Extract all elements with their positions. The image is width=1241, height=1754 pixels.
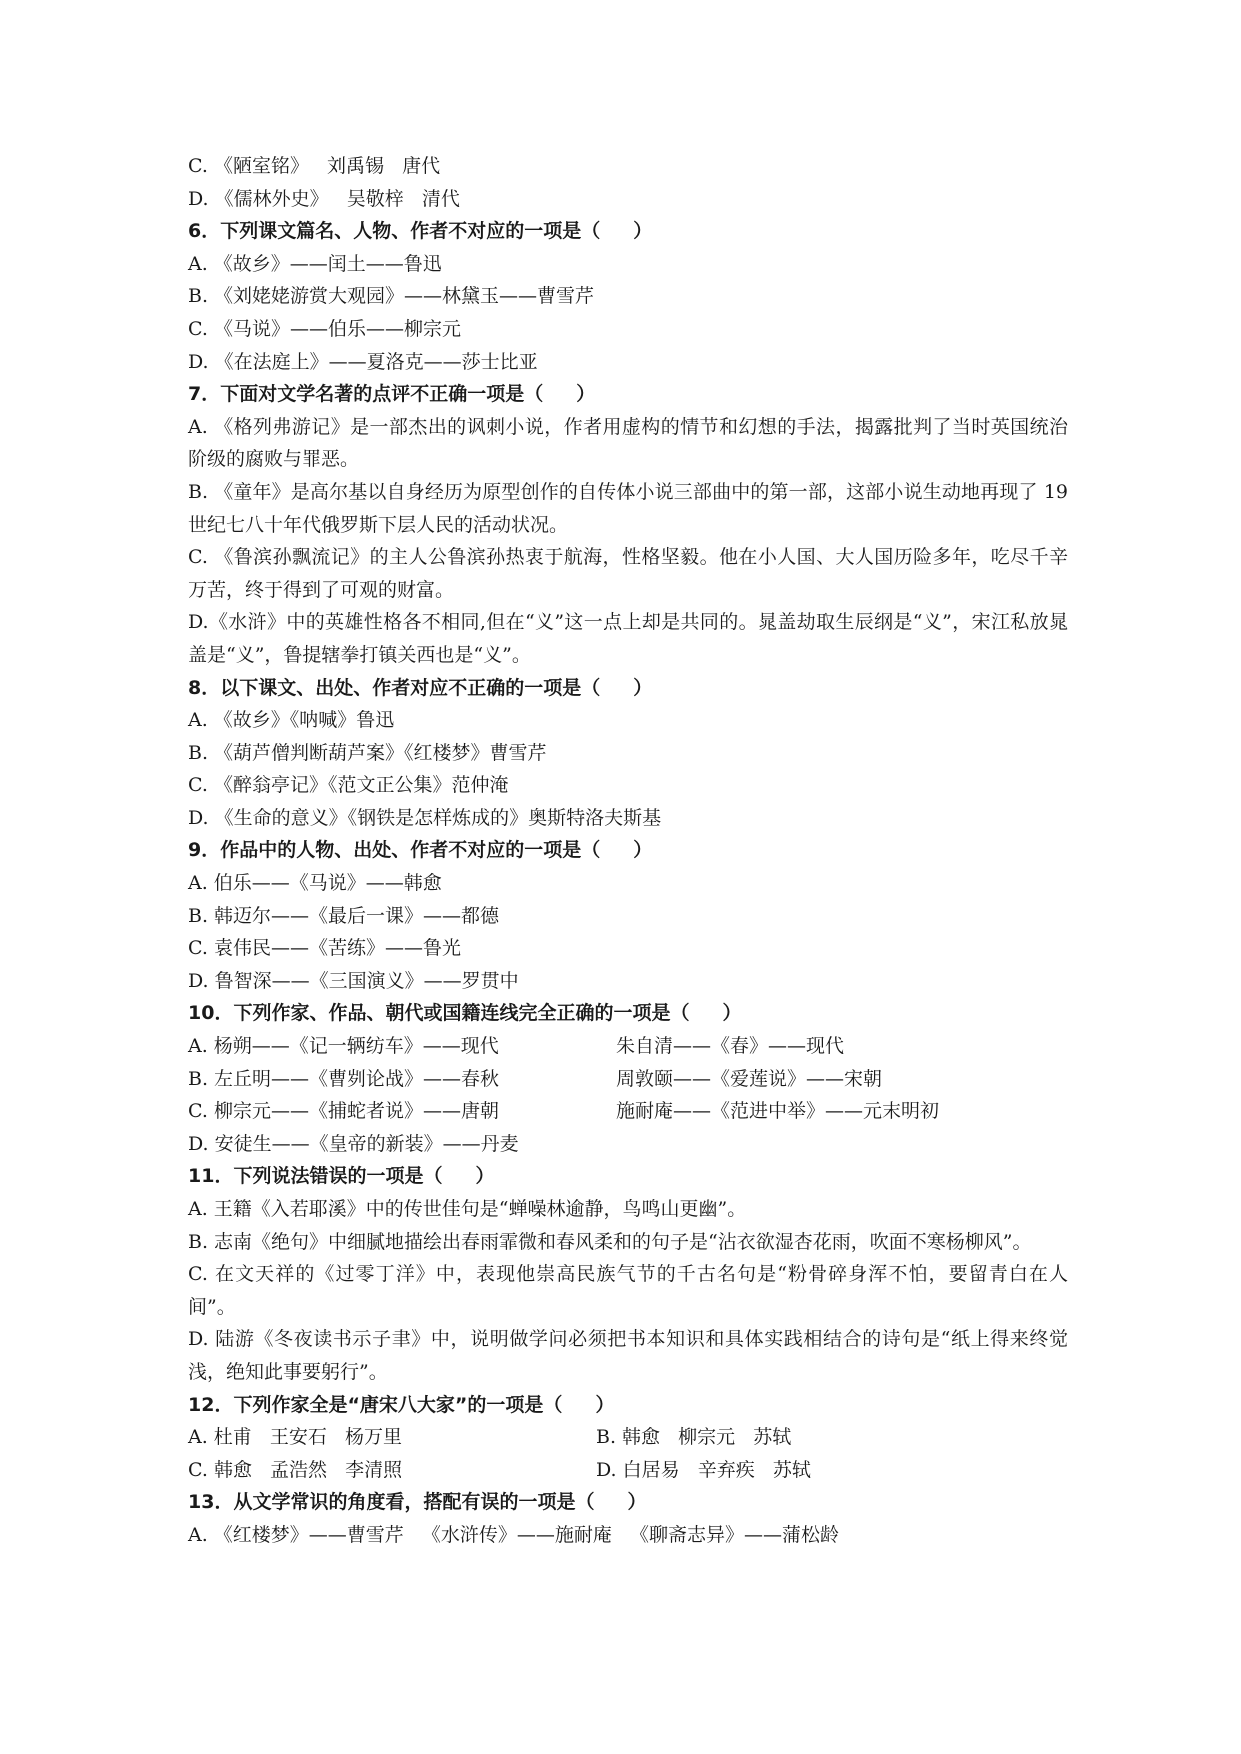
option-row — [188, 1421, 1068, 1454]
option-text: D.《水浒》中的英雄性格各不相同,但在“义”这一点上却是共同的。晁盖劫取生辰纲是“义”，宋江私放晁盖是“义”，鲁提辖拳打镇关西也是“义”。 — [188, 611, 1068, 666]
option-text: C. 《鲁滨孙飘流记》的主人公鲁滨孙热衷于航海，性格坚毅。他在小人国、大人国历险多年，吃尽千辛万苦，终于得到了可观的财富。 — [188, 546, 1068, 601]
option-text: C. 袁伟民——《苦练》——鲁光 — [188, 937, 461, 960]
option-left: C. 柳宗元——《捕蛇者说》——唐朝 — [188, 1100, 499, 1123]
option-row — [188, 1030, 1068, 1063]
option-text: B. 《童年》是高尔基以自身经历为原型创作的自传体小说三部曲中的第一部，这部小说生动地再现了 19 世纪七八十年代俄罗斯下层人民的活动状况。 — [188, 480, 1068, 536]
option-text: C. 在文天祥的《过零丁洋》中，表现他崇高民族气节的千古名句是“粉骨碎身浑不怕，要留青白在人间”。 — [188, 1263, 1068, 1318]
question-stem: 10．下列作家、作品、朝代或国籍连线完全正确的一项是（ ） — [188, 1002, 742, 1025]
option-text: A. 《故乡》《呐喊》鲁迅 — [188, 709, 395, 732]
option-left: A. 杜甫 王安石 杨万里 — [188, 1426, 403, 1449]
option-text: A. 《格列弗游记》是一部杰出的讽刺小说，作者用虚构的情节和幻想的手法，揭露批判了当时英国统治阶级的腐败与罪恶。 — [188, 415, 1068, 471]
option-text: C. 《马说》——伯乐——柳宗元 — [188, 317, 461, 340]
option-left: C. 韩愈 孟浩然 李清照 — [188, 1458, 403, 1481]
option-left: A. 杨朔——《记一辆纺车》——现代 — [188, 1035, 499, 1058]
option-text: D. 《儒林外史》 吴敬梓 清代 — [188, 187, 460, 210]
option-text: B. 《刘姥姥游赏大观园》——林黛玉——曹雪芹 — [188, 285, 595, 308]
option-text: D. 安徒生——《皇帝的新装》——丹麦 — [188, 1132, 519, 1155]
option-text: A. 《故乡》——闰土——鲁迅 — [188, 252, 442, 275]
option-right: D. 白居易 辛弃疾 苏轼 — [596, 1458, 811, 1481]
option-text: B. 《葫芦僧判断葫芦案》《红楼梦》曹雪芹 — [188, 741, 547, 764]
option-text: D. 鲁智深——《三国演义》——罗贯中 — [188, 969, 519, 992]
option-row — [188, 1095, 1068, 1128]
option-right: 朱自清——《春》——现代 — [616, 1035, 845, 1058]
option-row — [188, 1454, 1068, 1487]
question-stem: 9．作品中的人物、出处、作者不对应的一项是（ ） — [188, 839, 653, 862]
option-text: A. 《红楼梦》——曹雪芹 《水浒传》——施耐庵 《聊斋志异》——蒲松龄 — [188, 1523, 840, 1546]
option-right: 周敦颐——《爱莲说》——宋朝 — [616, 1067, 883, 1090]
option-left: B. 左丘明——《曹刿论战》——春秋 — [188, 1067, 500, 1090]
option-text: A. 伯乐——《马说》——韩愈 — [188, 872, 442, 895]
question-stem: 8．以下课文、出处、作者对应不正确的一项是（ ） — [188, 676, 653, 699]
question-stem: 11．下列说法错误的一项是（ ） — [188, 1165, 495, 1188]
question-stem: 13．从文学常识的角度看，搭配有误的一项是（ ） — [188, 1491, 647, 1514]
document-page — [188, 150, 1068, 1552]
option-text: A. 王籍《入若耶溪》中的传世佳句是“蝉噪林逾静，鸟鸣山更幽”。 — [188, 1198, 747, 1220]
option-text: D. 《在法庭上》——夏洛克——莎士比亚 — [188, 350, 538, 373]
option-text: D. 陆游《冬夜读书示子聿》中，说明做学问必须把书本知识和具体实践相结合的诗句是“纸上得来终觉浅，绝知此事要躬行”。 — [188, 1328, 1068, 1383]
option-text: B. 志南《绝句》中细腻地描绘出春雨霏微和春风柔和的句子是“沾衣欲湿杏花雨，吹面不寒杨柳风”。 — [188, 1230, 1032, 1253]
question-stem: 12．下列作家全是“唐宋八大家”的一项是（ ） — [188, 1393, 615, 1416]
question-stem: 7．下面对文学名著的点评不正确一项是（ ） — [188, 383, 596, 406]
option-text: B. 韩迈尔——《最后一课》——都德 — [188, 904, 500, 927]
option-right: B. 韩愈 柳宗元 苏轼 — [596, 1426, 792, 1449]
option-text: D. 《生命的意义》《钢铁是怎样炼成的》奥斯特洛夫斯基 — [188, 806, 662, 829]
option-row — [188, 1063, 1068, 1096]
option-text: C. 《醉翁亭记》《范文正公集》范仲淹 — [188, 774, 509, 797]
option-right: 施耐庵——《范进中举》——元末明初 — [616, 1100, 940, 1123]
question-stem: 6．下列课文篇名、人物、作者不对应的一项是（ ） — [188, 220, 653, 243]
option-text: C. 《陋室铭》 刘禹锡 唐代 — [188, 155, 441, 177]
